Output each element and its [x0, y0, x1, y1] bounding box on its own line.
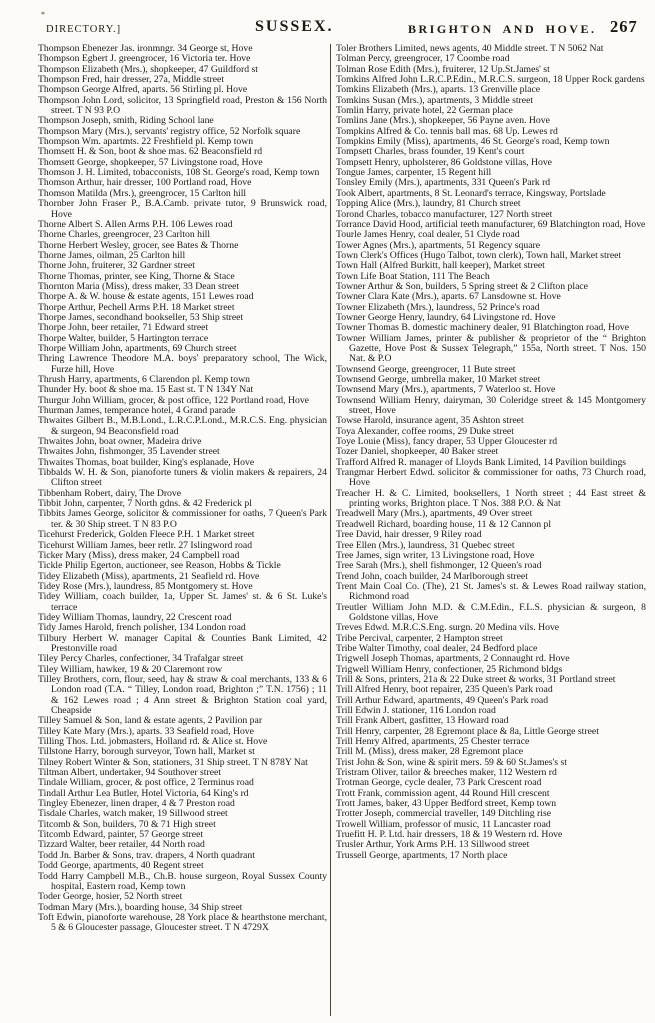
directory-entry: Thorne Herbert Wesley, grocer, see Bates & Thorne: [38, 239, 239, 251]
directory-entry: Tomlins Jane (Mrs.), shopkeeper, 56 Payne aven. Hove: [336, 115, 550, 127]
directory-entry: Thorpe Arthur, Pechell Arms P.H. 18 Market street: [38, 301, 235, 313]
directory-entry: Thwaites John, fishmonger, 35 Lavender street: [38, 446, 220, 458]
directory-entry: Tolman Rose Edith (Mrs.), fruiterer, 12 Up.St.James' st: [336, 63, 550, 75]
directory-entry: Tizzard Walter, beer retailer, 44 North road: [38, 839, 205, 851]
directory-entry: Tisdale Charles, watch maker, 19 Sillwood street: [38, 808, 228, 820]
directory-entry: Tompkins Emily (Miss), apartments, 46 St. George's road, Kemp town: [336, 136, 610, 148]
directory-entry: Trigwell Joseph Thomas, apartments, 2 Connaught rd. Hove: [336, 653, 570, 665]
page-header: [0, 0, 655, 44]
directory-entry: Trotman George, cycle dealer, 73 Park Crescent road: [336, 777, 542, 789]
directory-entry: Town Hall (Alfred Burkitt, hall keeper), Market street: [336, 260, 545, 272]
directory-entry: Trafford Alfred R. manager of Lloyds Bank Limited, 14 Pavilion buildings: [336, 456, 627, 468]
directory-entry: Tree David, hair dresser, 9 Riley road: [336, 529, 482, 541]
directory-entry: Ticehurst Frederick, Golden Fleece P.H. 1 Market street: [38, 529, 255, 541]
directory-entry: Thorpe Walter, builder, 5 Hartington terrace: [38, 332, 209, 344]
directory-entry: Thompson Egbert J. greengrocer, 16 Victoria ter. Hove: [38, 53, 251, 65]
directory-entry: Tilling Thos. Ltd. jobmasters, Holland rd. & Alice st. Hove: [38, 736, 268, 748]
directory-entry: Trill M. (Miss), dress maker, 28 Egremont place: [336, 746, 524, 758]
directory-entry: Thorpe William John, apartments, 69 Church street: [38, 342, 237, 354]
directory-entry: Thorpe John, beer retailer, 71 Edward street: [38, 322, 209, 334]
directory-entry: Thorne Charles, greengrocer, 23 Carlton hill: [38, 229, 211, 241]
directory-entry: Tilney Robert Winter & Son, stationers, 31 Ship street. T N 878Y Nat: [38, 756, 308, 768]
directory-entry: Town Clerk's Offices (Hugo Talbot, town clerk), Town hall, Market street: [336, 249, 622, 261]
directory-entry: Tristram Oliver, tailor & breeches maker, 112 Western rd: [336, 767, 557, 779]
directory-entry: Titcomb Edward, painter, 57 George street: [38, 829, 204, 841]
directory-entry: Tonsley Emily (Mrs.), apartments, 331 Queen's Park rd: [336, 177, 551, 189]
directory-entry: Tree Sarah (Mrs.), shell fishmonger, 12 Queen's road: [336, 560, 542, 572]
directory-entry: Tomlin Harry, private hotel, 22 German place: [336, 105, 513, 117]
directory-entry: Thompson Elizabeth (Mrs.), shopkeeper, 47 Guildford st: [38, 63, 258, 75]
directory-entry: Thwaites Thomas, boat builder, King's esplanade, Hove: [38, 456, 255, 468]
directory-entry: Trill & Sons, printers, 21a & 22 Duke street & works, 31 Portland street: [336, 673, 616, 685]
directory-entry: Toye Louie (Miss), fancy draper, 53 Upper Gloucester rd: [336, 436, 558, 448]
directory-entry: Thomson Matilda (Mrs.), greengrocer, 15 Carlton hill: [38, 187, 247, 199]
directory-entry: Took Albert, apartments, 8 St. Leonard's terrace, Kingsway, Portslade: [336, 187, 606, 199]
directory-entry: Tilley Samuel & Son, land & estate agents, 2 Pavilion par: [38, 715, 263, 727]
directory-entry: Thunder Hy. boot & shoe ma. 15 East st. T N 134Y Nat: [38, 384, 254, 396]
directory-entry: Treadwell Mary (Mrs.), apartments, 49 Over street: [336, 508, 533, 520]
directory-entry: Trott James, baker, 43 Upper Bedford street, Kemp town: [336, 798, 557, 810]
directory-entry: Thompson Ebenezer Jas. ironmngr. 34 George st, Hove: [38, 43, 253, 54]
directory-column-right: [336, 44, 646, 1016]
directory-entry: Titcomb & Son, builders, 70 & 71 High street: [38, 818, 216, 830]
directory-entry: Tribe Walter Timothy, coal dealer, 24 Bedford place: [336, 642, 538, 654]
directory-entry: Thompson George Alfred, aparts. 56 Stirling pl. Hove: [38, 84, 248, 96]
directory-entry: Treacher H. & C. Limited, booksellers, 1 North street ; 44 East street & printing works, Brighton place. T Nos. 388 P.O. & Nat: [336, 487, 646, 510]
header-county-title: SUSSEX.: [255, 18, 334, 35]
page-number: 267: [610, 17, 638, 36]
directory-entry: Townsend George, umbrella maker, 10 Market street: [336, 374, 541, 385]
directory-entry: Thorne Albert S. Allen Arms P.H. 106 Lewes road: [38, 218, 233, 230]
directory-entry: Towner Clara Kate (Mrs.), aparts. 67 Lansdowne st. Hove: [336, 291, 561, 303]
directory-entry: Trend John, coach builder, 24 Marlborough street: [336, 570, 528, 582]
directory-entry: Trangmar Herbert Edwd. solicitor & commissioner for oaths, 73 Church road, Hove: [336, 467, 646, 489]
directory-entry: Tongue James, carpenter, 15 Regent hill: [336, 167, 492, 179]
directory-entry: Tindale William, grocer, & post office, 2 Terminus road: [38, 777, 254, 789]
column-divider-rule: [330, 44, 331, 1016]
directory-entry: Toya Alexander, coffee rooms, 29 Duke street: [336, 425, 514, 437]
directory-entry: Thrush Harry, apartments, 6 Clarendon pl. Kemp town: [38, 374, 250, 385]
directory-entry: Tomkins Alfred John L.R.C.P.Edin., M.R.C.S. surgeon, 18 Upper Rock gardens: [336, 74, 645, 86]
directory-entry: Tibbits James George, solicitor & commissioner for oaths, 7 Queen's Park ter. & 30 Ship street. T N 83 P.O: [38, 508, 327, 530]
directory-entry: Treadwell Richard, boarding house, 11 & 12 Cannon pl: [336, 518, 552, 530]
directory-entry: Tiley Percy Charles, confectioner, 34 Trafalgar street: [38, 653, 244, 665]
directory-entry: Thompson John Lord, solicitor, 13 Springfield road, Preston & 156 North street. T N 93 P.O: [38, 94, 327, 117]
directory-entry: Tilley Kate Mary (Mrs.), aparts. 33 Seafield road, Hove: [38, 725, 254, 737]
directory-entry: Tidey Elizabeth (Miss), apartments, 21 Seafield rd. Hove: [38, 570, 260, 582]
directory-entry: Tibbenham Robert, dairy, The Drove: [38, 487, 182, 499]
directory-entry: Todd Harry Campbell M.B., Ch.B. house surgeon, Royal Sussex County hospital, Eastern road, Kemp town: [38, 870, 327, 892]
directory-entry: Tomkins Elizabeth (Mrs.), aparts. 13 Grenville place: [336, 84, 541, 96]
print-artifact-mark: *: [41, 10, 45, 19]
directory-entry: Toft Edwin, pianoforte warehouse, 28 York place & hearthstone merchant, 5 & 6 Gloucester passage, Gloucester street. T N 4729X: [38, 911, 327, 934]
directory-entry: Tourle James Henry, coal dealer, 51 Clyde road: [336, 229, 520, 241]
directory-entry: Tindall Arthur Lea Butler, Hotel Victoria, 64 King's rd: [38, 787, 249, 799]
directory-entry: Tidy James Harold, french polisher, 134 London road: [38, 622, 246, 634]
directory-entry: Tiley William, hawker, 19 & 20 Claremont row: [38, 663, 223, 675]
directory-entry: Thornber John Fraser P., B.A.Camb. private tutor, 9 Brunswick road, Hove: [38, 198, 327, 220]
directory-entry: Thurman James, temperance hotel, 4 Grand parade: [38, 405, 236, 417]
directory-entry: Treutler William John M.D. & C.M.Edin., F.L.S. physician & surgeon, 8 Goldstone villas, Hove: [336, 601, 646, 623]
directory-entry: Todd Jn. Barber & Sons, trav. drapers, 4 North quadrant: [38, 849, 255, 861]
directory-entry: Tilley Brothers, corn, flour, seed, hay & straw & coal merchants, 133 & 6 London road (T.A. “ Tilley, London road, Brighton ;” T.N. 1756) ; 11 & 162 Lewes road ; 4 Ann street & Brighton Station coal yard, Cheapside: [38, 673, 327, 716]
directory-entry: Thomsett George, shopkeeper, 57 Livingstone road, Hove: [38, 156, 263, 168]
directory-entry: Trill Frank Albert, gasfitter, 13 Howard road: [336, 715, 509, 727]
directory-entry: Towse Harold, insurance agent, 35 Ashton street: [336, 415, 524, 427]
directory-entry: Thomson Arthur, hair dresser, 100 Portland road, Hove: [38, 177, 252, 189]
directory-entry: Towner Elizabeth (Mrs.), laundress, 52 Prince's road: [336, 301, 540, 313]
directory-entry: Thring Lawrence Theodore M.A. boys' preparatory school, The Wick, Furze hill, Hove: [38, 353, 327, 375]
directory-entry: Tibbalds W. H. & Son, pianoforte tuners & violin makers & repairers, 24 Clifton street: [38, 467, 327, 489]
directory-entry: Towner George Henry, laundry, 64 Livingstone rd. Hove: [336, 311, 556, 323]
directory-entry: Trill Arthur Edward, apartments, 49 Queen's Park road: [336, 694, 549, 706]
directory-entry: Tidey William, coach builder, 1a, Upper St. James' st. & 6 St. Luke's terrace: [38, 591, 327, 613]
directory-entry: Trussell George, apartments, 17 North place: [336, 849, 508, 861]
directory-entry: Todd George, apartments, 40 Regent street: [38, 860, 204, 872]
directory-entry: Tolman Percy, greengrocer, 17 Coombe road: [336, 53, 510, 65]
directory-entry: Thompson Joseph, smith, Riding School lane: [38, 115, 214, 127]
directory-entry: Trill Edwin J. stationer, 116 London road: [336, 705, 496, 716]
directory-entry: Tidey William Thomas, laundry, 22 Crescent road: [38, 611, 232, 623]
header-section-title: BRIGHTON AND HOVE.: [408, 22, 597, 36]
directory-entry: Todman Mary (Mrs.), boarding house, 34 Ship street: [38, 901, 243, 913]
directory-entry: Thomsett H. & Son, boot & shoe mas. 62 Beaconsfield rd: [38, 146, 263, 158]
directory-entry: Townsend George, greengrocer, 11 Bute street: [336, 363, 516, 375]
directory-entry: Thomson J. H. Limited, tobacconists, 108 St. George's road, Kemp town: [38, 167, 320, 179]
directory-entry: Tidey Rose (Mrs.), laundress, 85 Montgomery st. Hove: [38, 580, 253, 592]
directory-entry: Towner Arthur & Son, builders, 5 Spring street & 2 Clifton place: [336, 280, 588, 292]
directory-entry: Tree James, sign writer, 13 Livingstone road, Hove: [336, 549, 535, 561]
directory-entry: Thorne James, oilman, 25 Carlton hill: [38, 249, 186, 261]
directory-entry: Thwaites John, boat owner, Madeira drive: [38, 436, 202, 448]
directory-entry: Townsend Mary (Mrs.), apartments, 7 Waterloo st. Hove: [336, 384, 556, 396]
directory-entry: Trott Frank, commission agent, 44 Round Hill crescent: [336, 787, 550, 799]
header-directory-label: DIRECTORY.]: [46, 24, 122, 35]
directory-entry: Torrance David Hood, artificial teeth manufacturer, 69 Blatchington road, Hove: [336, 218, 646, 230]
directory-entry: Treves Edwd. M.R.C.S.Eng. surgn. 20 Medina vils. Hove: [336, 622, 560, 634]
directory-entry: Trist John & Son, wine & spirit mers. 59 & 60 St.James's st: [336, 756, 567, 768]
directory-entry: Tower Agnes (Mrs.), apartments, 51 Regency square: [336, 239, 541, 251]
directory-entry: Tingley Ebenezer, linen draper, 4 & 7 Preston road: [38, 798, 235, 810]
directory-entry: Thompson Wm. apartmts. 22 Freshfield pl. Kemp town: [38, 136, 254, 148]
directory-column-left: [38, 44, 327, 1016]
directory-entry: Tozer Daniel, shopkeeper, 40 Baker street: [336, 446, 499, 458]
directory-entry: Topping Alice (Mrs.), laundry, 81 Church street: [336, 198, 521, 210]
directory-entry: Tiltman Albert, undertaker, 94 Southover street: [38, 767, 222, 779]
directory-entry: Towner Thomas B. domestic machinery dealer, 91 Blatchington road, Hove: [336, 322, 630, 334]
directory-entry: Toder George, hosier, 52 North street: [38, 891, 183, 903]
directory-entry: Thompson Fred, hair dresser, 27a, Middle street: [38, 74, 225, 86]
directory-entry: Ticker Mary (Miss), dress maker, 24 Campbell road: [38, 549, 240, 561]
directory-entry: Trotter Joseph, commercial traveller, 149 Ditchling rise: [336, 808, 552, 820]
directory-entry: Thorne John, fruiterer, 32 Gardner street: [38, 260, 195, 272]
directory-entry: Towner William James, printer & publisher & proprietor of the “ Brighton Gazette, Hove Post & Sussex Telegraph,” 155a, North street. T Nos. 150 Nat. & P.O: [336, 332, 646, 365]
directory-entry: Tompsett Henry, upholsterer, 86 Goldstone villas, Hove: [336, 156, 552, 168]
directory-entry: Trill Alfred Henry, boot repairer, 235 Queen's Park road: [336, 684, 553, 696]
directory-entry: Torond Charles, tobacco manufacturer, 127 North street: [336, 208, 553, 220]
directory-entry: Thompson Mary (Mrs.), servants' registry office, 52 Norfolk square: [38, 125, 301, 137]
directory-entry: Trusler Arthur, York Arms P.H. 13 Sillwood street: [336, 839, 530, 851]
directory-entry: Toler Brothers Limited, news agents, 40 Middle street. T N 5062 Nat: [336, 43, 604, 54]
directory-body: [0, 44, 655, 1016]
directory-entry: Townsend William Henry, dairyman, 30 Coleridge street & 145 Montgomery street, Hove: [336, 394, 646, 417]
directory-entry: Thorpe A. & W. house & estate agents, 151 Lewes road: [38, 291, 254, 303]
directory-entry: Thurgur John William, grocer, & post office, 122 Portland road, Hove: [38, 394, 309, 406]
directory-entry: Tribe Percival, carpenter, 2 Hampton street: [336, 632, 503, 644]
directory-entry: Trent Main Coal Co. (The), 21 St. James's st. & Lewes Road railway station, Richmond road: [336, 580, 646, 603]
directory-entry: Tomkins Susan (Mrs.), apartments, 3 Middle street: [336, 94, 534, 106]
directory-entry: Thwaites Gilbert B., M.B.Lond., L.R.C.P.Lond., M.R.C.S. Eng. physician & surgeon, 94 Beaconsfield road: [38, 415, 327, 437]
directory-entry: Trill Henry, carpenter, 28 Egremont place & 8a, Little George street: [336, 725, 599, 737]
directory-entry: Trill Henry Alfred, apartments, 25 Chester terrace: [336, 736, 530, 748]
directory-entry: Tibbit John, carpenter, 7 North gdns. & 42 Frederick pl: [38, 498, 252, 510]
directory-entry: Thornton Maria (Miss), dress maker, 33 Dean street: [38, 280, 240, 292]
directory-entry: Tilbury Herbert W. manager Capital & Counties Bank Limited, 42 Prestonville road: [38, 632, 327, 654]
directory-entry: Truefitt H. P. Ltd. hair dressers, 18 & 19 Western rd. Hove: [336, 829, 563, 841]
directory-entry: Tompsett Charles, brass founder, 19 Kent's court: [336, 146, 525, 158]
directory-entry: Tree Ellen (Mrs.), laundress, 31 Quebec street: [336, 539, 515, 551]
directory-entry: Tillstone Harry, borough surveyor, Town hall, Market st: [38, 746, 255, 758]
directory-entry: Trowell William, professor of music, 11 Lancaster road: [336, 818, 551, 830]
directory-entry: Town Life Boat Station, 111 The Beach: [336, 270, 490, 282]
directory-entry: Ticehurst William James, beer retlr. 27 Islingword road: [38, 539, 253, 551]
directory-entry: Tickle Philip Egerton, auctioneer, see Reason, Hobbs & Tickle: [38, 560, 281, 572]
directory-entry: Thorpe James, secondhand bookseller, 53 Ship street: [38, 311, 244, 323]
directory-entry: Trigwell William Henry, confectioner, 25 Richmond bldgs: [336, 663, 563, 675]
directory-entry: Tompkins Alfred & Co. tennis ball mas. 68 Up. Lewes rd: [336, 125, 558, 137]
directory-entry: Thorne Thomas, printer, see King, Thorne & Stace: [38, 270, 235, 282]
